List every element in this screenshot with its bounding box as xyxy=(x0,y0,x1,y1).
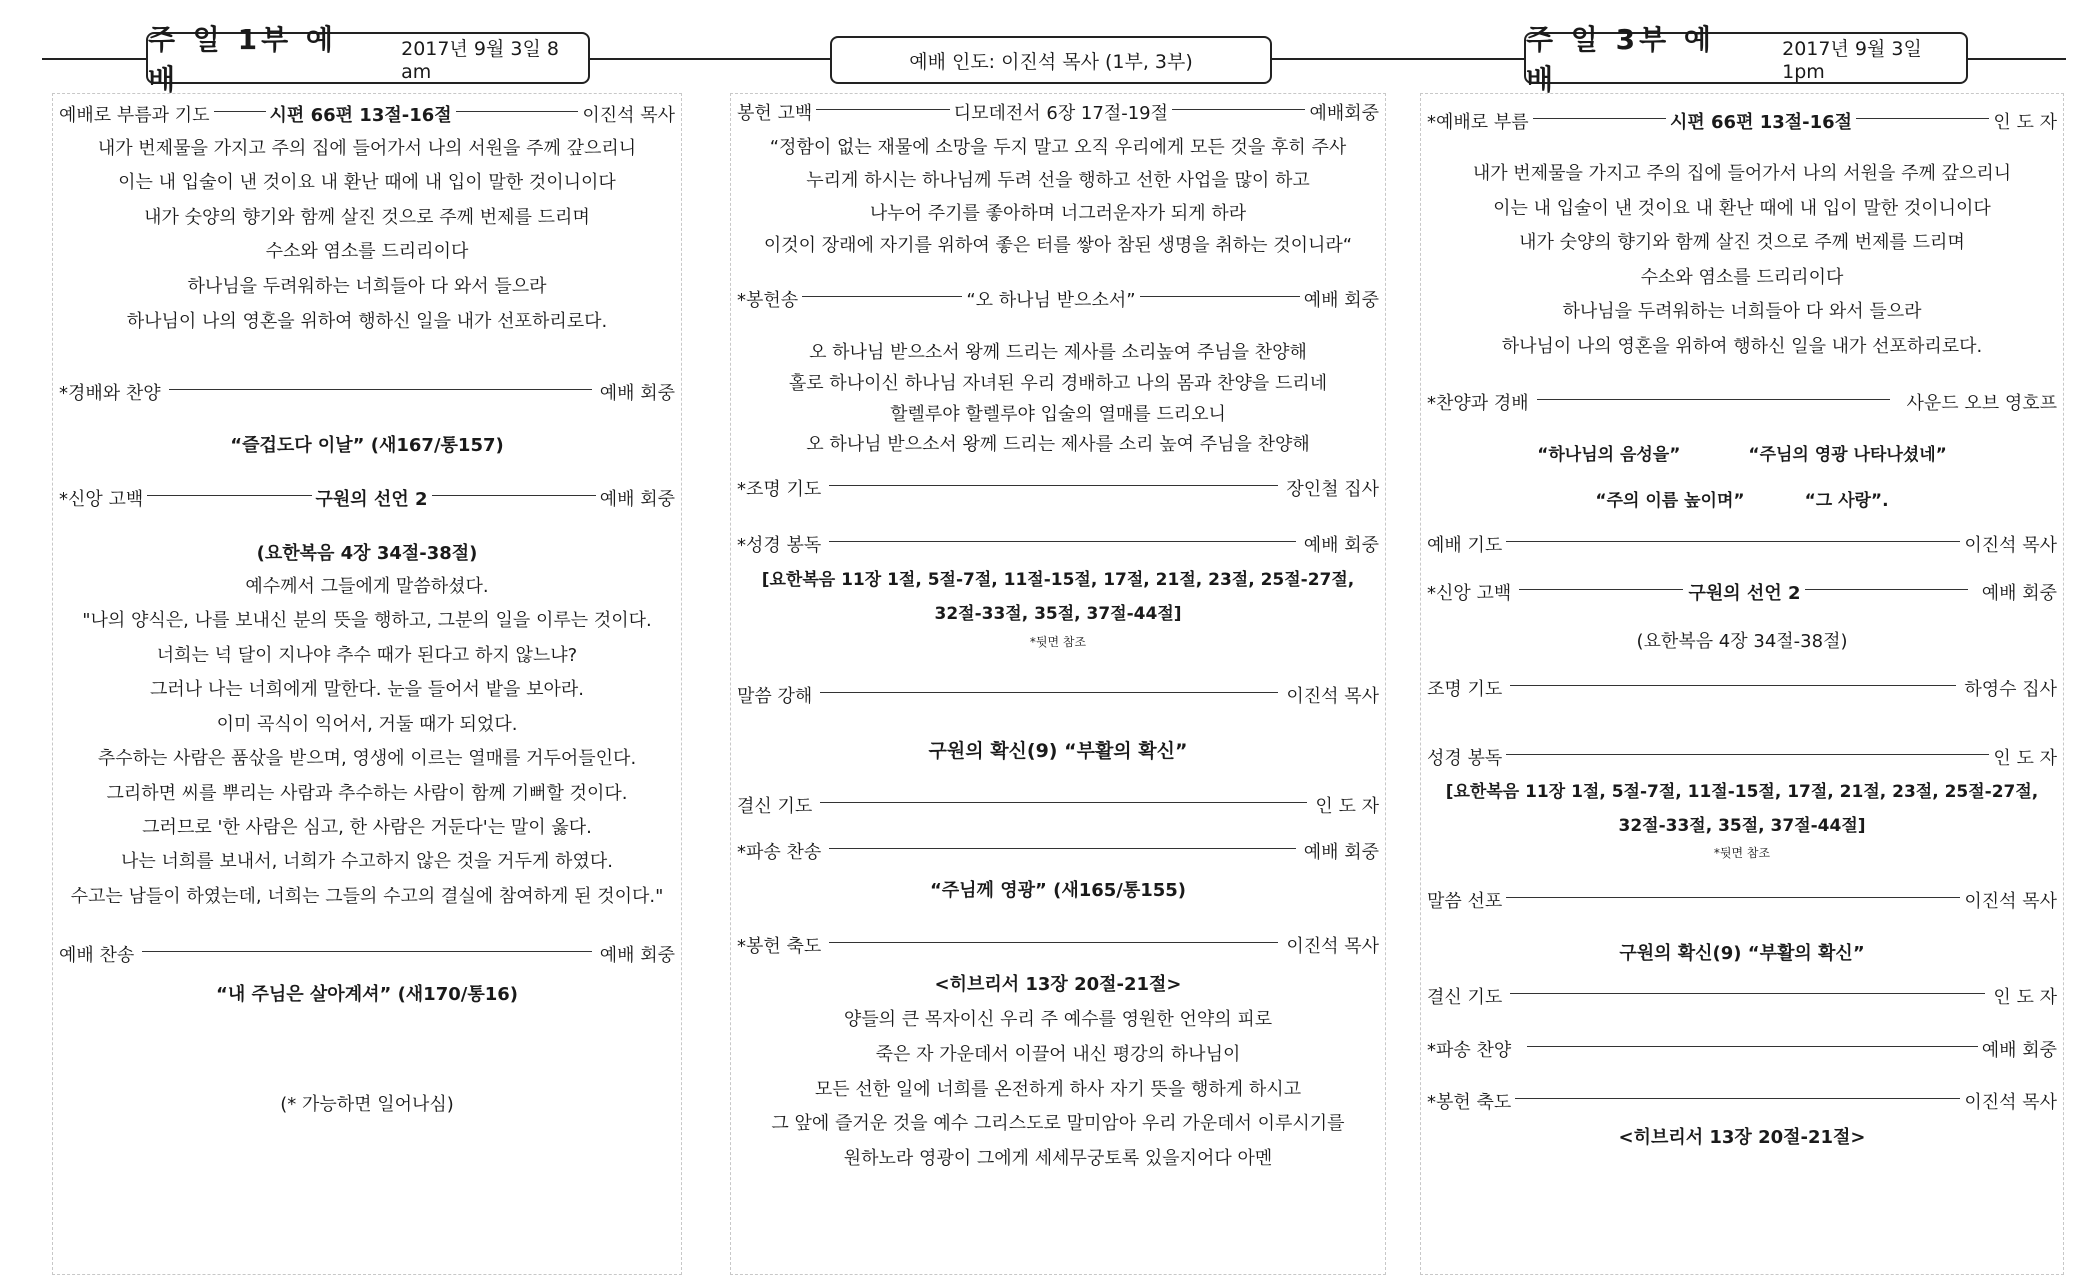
john-line: "나의 양식은, 나를 보내신 분의 뜻을 행하고, 그분의 일을 이루는 것이다. xyxy=(82,610,652,631)
sending-hymn-row xyxy=(737,842,1379,864)
offering-song-line: 오 하나님 받으소서 왕께 드리는 제사를 소리 높여 주님을 찬양해 xyxy=(806,434,1310,455)
praise-row xyxy=(59,383,675,405)
praise-row xyxy=(1427,393,2057,415)
creed-row xyxy=(1427,583,2057,605)
benediction-line: 모든 선한 일에 너희를 온전하게 하사 자기 뜻을 행하게 하시고 xyxy=(814,1079,1302,1100)
john-line: 추수하는 사람은 품삯을 받으며, 영생에 이르는 열매를 거두어들인다. xyxy=(97,748,637,769)
sermon-leader: 이진석 목사 xyxy=(1286,686,1379,708)
illumination-prayer-label: *조명 기도 xyxy=(737,479,822,501)
creed-label: *신앙 고백 xyxy=(1427,583,1512,605)
header-service-3 xyxy=(1524,23,1968,96)
scripture-reference: 32절-33절, 35절, 37절-44절] xyxy=(1618,816,1866,836)
offering-song-row xyxy=(737,290,1379,312)
worship-prayer-leader: 이진석 목사 xyxy=(1964,535,2057,557)
offering-line: 누리게 하시는 하나님께 두려 선을 행하고 선한 사업을 많이 하고 xyxy=(806,170,1310,191)
service-3-date: 2017년 9월 3일 1pm xyxy=(1782,37,1922,83)
benediction-row xyxy=(1427,1092,2057,1114)
benediction-line: 양들의 큰 목자이신 우리 주 예수를 영원한 언약의 피로 xyxy=(843,1009,1273,1030)
psalm-line: 수소와 염소를 드리리이다 xyxy=(265,241,469,262)
john-line: 이미 곡식이 익어서, 거둘 때가 되었다. xyxy=(216,714,518,735)
john-line: 수고는 남들이 하였는데, 너희는 그들의 수고의 결실에 참여하게 된 것이다." xyxy=(70,886,664,907)
creed-leader: 예배 회중 xyxy=(1981,583,2057,605)
sending-hymn-song: “주님께 영광” (새165/통155) xyxy=(929,880,1187,901)
sending-praise-row xyxy=(1427,1040,2057,1062)
john-reference: (요한복음 4장 34절-38절) xyxy=(256,543,478,564)
leader-line xyxy=(816,109,949,110)
john-line: 그리하면 씨를 뿌리는 사람과 추수하는 사람이 함께 기뻐할 것이다. xyxy=(106,783,628,804)
leader-line xyxy=(1515,1098,1960,1099)
john-line: 예수께서 그들에게 말씀하셨다. xyxy=(245,576,489,597)
leader-line xyxy=(1510,685,1956,686)
psalm-line: 내가 번제물을 가지고 주의 집에 들어가서 나의 서원을 주께 갚으리니 xyxy=(1472,163,2012,184)
benediction-label: *봉헌 축도 xyxy=(737,936,822,958)
call-to-worship-row xyxy=(59,105,675,127)
worship-leader: 예배 인도: 이진석 목사 (1부, 3부) xyxy=(909,50,1193,73)
offering-song-line: 오 하나님 받으소서 왕께 드리는 제사를 소리높여 주님을 찬양해 xyxy=(809,342,1307,363)
praise-label: *경배와 찬양 xyxy=(59,383,161,405)
illumination-prayer-label: 조명 기도 xyxy=(1427,679,1503,701)
creed-leader: 예배 회중 xyxy=(599,489,675,511)
sending-praise-leader: 예배 회중 xyxy=(1981,1040,2057,1062)
creed-row xyxy=(59,489,675,511)
benediction-leader: 이진석 목사 xyxy=(1964,1092,2057,1114)
sermon-label: 말씀 강해 xyxy=(737,686,813,708)
illumination-prayer-row xyxy=(737,479,1379,501)
hymn-row xyxy=(59,945,675,967)
psalm-line: 이는 내 입술이 낸 것이요 내 환난 때에 내 입이 말한 것이니이다 xyxy=(118,172,616,193)
header-service-1 xyxy=(146,23,590,96)
praise-songs xyxy=(1421,445,2063,465)
standing-note: (* 가능하면 일어나심) xyxy=(280,1094,454,1115)
creed-label: *신앙 고백 xyxy=(59,489,144,511)
sending-hymn-leader: 예배 회중 xyxy=(1303,842,1379,864)
offering-song-line: 할렐루야 할렐루야 입술의 열매를 드리오니 xyxy=(890,404,1226,425)
offering-line: 이것이 장래에 자기를 위하여 좋은 터를 쌓아 참된 생명을 취하는 것이니라“ xyxy=(763,235,1353,256)
leader-line xyxy=(1506,754,1989,755)
leader-line xyxy=(820,802,1307,803)
psalm-line: 내가 숫양의 향기와 함께 살진 것으로 주께 번제를 드리며 xyxy=(144,207,590,228)
service-1-title: 주 일 1부 예 배 xyxy=(148,23,337,96)
leader-line xyxy=(1140,296,1300,297)
offering-confession-reference: 디모데전서 6장 17절-19절 xyxy=(953,103,1169,125)
leader-line xyxy=(1519,589,1682,590)
psalm-line: 내가 숫양의 향기와 함께 살진 것으로 주께 번제를 드리며 xyxy=(1519,232,1965,253)
decision-prayer-label: 결신 기도 xyxy=(1427,987,1503,1009)
hymn-leader: 예배 회중 xyxy=(599,945,675,967)
illumination-prayer-leader: 장인철 집사 xyxy=(1286,479,1379,501)
header-rule-center-left xyxy=(588,58,830,60)
praise-song: “주님의 영광 나타나셨네” xyxy=(1748,445,1947,465)
scripture-reference: 32절-33절, 35절, 37절-44절] xyxy=(934,604,1182,624)
scripture-reading-leader: 인 도 자 xyxy=(1993,748,2057,770)
praise-label: *찬양과 경배 xyxy=(1427,393,1529,415)
call-to-worship-label: 예배로 부름과 기도 xyxy=(59,105,210,127)
call-to-worship-label: *예배로 부름 xyxy=(1427,112,1529,134)
john-line: 나는 너희를 보내서, 너희가 수고하지 않은 것을 거두게 하였다. xyxy=(121,851,613,872)
scripture-note: *뒷면 참조 xyxy=(1713,846,1771,860)
leader-line xyxy=(1527,1046,1977,1047)
leader-line xyxy=(1172,109,1305,110)
leader-line xyxy=(1537,399,1891,400)
sermon-title: 구원의 확신(9) “부활의 확신” xyxy=(1619,943,1865,964)
leader-line xyxy=(456,111,579,112)
decision-prayer-leader: 인 도 자 xyxy=(1315,796,1379,818)
praise-song: “즐겁도다 이날” (새167/통157) xyxy=(230,435,504,456)
column-middle xyxy=(730,93,1386,1275)
scripture-reading-row xyxy=(1427,748,2057,770)
john-reference: (요한복음 4장 34절-38절) xyxy=(1636,631,1848,652)
benediction-reference: <히브리서 13장 20절-21절> xyxy=(1618,1127,1866,1148)
leader-line xyxy=(1805,589,1968,590)
offering-song-leader: 예배 회중 xyxy=(1303,290,1379,312)
offering-song-line: 홀로 하나이신 하나님 자녀된 우리 경배하고 나의 몸과 찬양을 드리네 xyxy=(788,373,1328,394)
hymn-label: 예배 찬송 xyxy=(59,945,135,967)
decision-prayer-label: 결신 기도 xyxy=(737,796,813,818)
leader-line xyxy=(147,495,311,496)
call-to-worship-leader: 인 도 자 xyxy=(1993,112,2057,134)
call-to-worship-title: 시편 66편 13절-16절 xyxy=(269,105,452,127)
offering-song-title: “오 하나님 받으소서” xyxy=(966,290,1136,312)
worship-prayer-row xyxy=(1427,535,2057,557)
john-line: 그러나 나는 너희에게 말한다. 눈을 들어서 밭을 보아라. xyxy=(149,679,585,700)
psalm-line: 하나님을 두려워하는 너희들아 다 와서 들으라 xyxy=(187,276,547,297)
leader-line xyxy=(432,495,596,496)
sermon-row xyxy=(1427,891,2057,913)
decision-prayer-leader: 인 도 자 xyxy=(1993,987,2057,1009)
john-line: 너희는 넉 달이 지나야 추수 때가 된다고 하지 않느냐? xyxy=(156,645,578,666)
leader-line xyxy=(169,389,592,390)
praise-song: “그 사랑”. xyxy=(1804,491,1889,511)
decision-prayer-row xyxy=(737,796,1379,818)
praise-leader: 사운드 오브 영호프 xyxy=(1906,393,2057,415)
service-1-date: 2017년 9월 3일 8 am xyxy=(401,37,559,83)
offering-song-label: *봉헌송 xyxy=(737,290,799,312)
header-rule-center-right xyxy=(1270,58,1524,60)
benediction-leader: 이진석 목사 xyxy=(1286,936,1379,958)
scripture-reading-label: 성경 봉독 xyxy=(1427,748,1503,770)
leader-line xyxy=(829,485,1278,486)
sermon-title: 구원의 확신(9) “부활의 확신” xyxy=(928,740,1188,762)
praise-song: “하나님의 음성을” xyxy=(1537,445,1681,465)
leader-line xyxy=(1510,993,1985,994)
leader-line xyxy=(820,692,1278,693)
scripture-reference: [요한복음 11장 1절, 5절-7절, 11절-15절, 17절, 21절, 23절, 25절-27절, xyxy=(761,570,1355,590)
sending-praise-label: *파송 찬양 xyxy=(1427,1040,1512,1062)
leader-line xyxy=(1533,118,1666,119)
leader-line xyxy=(214,111,266,112)
header-rule-right xyxy=(1968,58,2066,60)
offering-confession-leader: 예배회중 xyxy=(1309,103,1379,125)
call-to-worship-title: 시편 66편 13절-16절 xyxy=(1669,112,1853,134)
decision-prayer-row xyxy=(1427,987,2057,1009)
offering-confession-row xyxy=(737,103,1379,125)
scripture-reading-row xyxy=(737,535,1379,557)
illumination-prayer-leader: 하영수 집사 xyxy=(1964,679,2057,701)
benediction-line: 그 앞에 즐거운 것을 예수 그리스도로 말미암아 우리 가운데서 이루시기를 xyxy=(771,1113,1345,1134)
psalm-line: 이는 내 입술이 낸 것이요 내 환난 때에 내 입이 말한 것이니이다 xyxy=(1493,198,1991,219)
psalm-line: 내가 번제물을 가지고 주의 집에 들어가서 나의 서원을 주께 갚으리니 xyxy=(97,138,637,159)
leader-line xyxy=(1856,118,1989,119)
header-worship-leader xyxy=(830,36,1272,84)
leader-line xyxy=(142,951,591,952)
scripture-reading-leader: 예배 회중 xyxy=(1303,535,1379,557)
benediction-line: 죽은 자 가운데서 이끌어 내신 평강의 하나님이 xyxy=(875,1044,1241,1065)
praise-song: “주의 이름 높이며” xyxy=(1595,491,1745,511)
sermon-row xyxy=(737,686,1379,708)
call-to-worship-leader: 이진석 목사 xyxy=(582,105,675,127)
scripture-note: *뒷면 참조 xyxy=(1029,635,1087,649)
column-service-1 xyxy=(52,93,682,1275)
sending-hymn-label: *파송 찬송 xyxy=(737,842,822,864)
praise-leader: 예배 회중 xyxy=(599,383,675,405)
sermon-label: 말씀 선포 xyxy=(1427,891,1503,913)
sermon-leader: 이진석 목사 xyxy=(1964,891,2057,913)
leader-line xyxy=(829,942,1278,943)
illumination-prayer-row xyxy=(1427,679,2057,701)
offering-line: “정함이 없는 재물에 소망을 두지 말고 오직 우리에게 모든 것을 후히 주사 xyxy=(769,137,1347,158)
leader-line xyxy=(802,296,962,297)
benediction-line: 원하노라 영광이 그에게 세세무궁토록 있을지어다 아멘 xyxy=(843,1148,1273,1169)
column-service-3 xyxy=(1420,93,2064,1275)
offering-confession-label: 봉헌 고백 xyxy=(737,103,813,125)
leader-line xyxy=(1506,541,1960,542)
leader-line xyxy=(829,848,1295,849)
psalm-line: 하나님이 나의 영혼을 위하여 행하신 일을 내가 선포하리로다. xyxy=(126,311,608,332)
call-to-worship-row xyxy=(1427,112,2057,134)
scripture-reference: [요한복음 11장 1절, 5절-7절, 11절-15절, 17절, 21절, 23절, 25절-27절, xyxy=(1445,782,2039,802)
creed-title: 구원의 선언 2 xyxy=(1688,583,1801,605)
benediction-reference: <히브리서 13장 20절-21절> xyxy=(934,974,1182,995)
scripture-reading-label: *성경 봉독 xyxy=(737,535,822,557)
offering-line: 나누어 주기를 좋아하며 너그러운자가 되게 하라 xyxy=(869,203,1247,224)
worship-prayer-label: 예배 기도 xyxy=(1427,535,1503,557)
psalm-line: 수소와 염소를 드리리이다 xyxy=(1640,267,1844,288)
john-line: 그러므로 '한 사람은 심고, 한 사람은 거둔다'는 말이 옳다. xyxy=(142,817,592,838)
psalm-line: 하나님을 두려워하는 너희들아 다 와서 들으라 xyxy=(1562,301,1922,322)
leader-line xyxy=(829,541,1295,542)
creed-title: 구원의 선언 2 xyxy=(315,489,428,511)
praise-songs xyxy=(1421,491,2063,511)
hymn-song: “내 주님은 살아계셔” (새170/통16) xyxy=(216,984,518,1005)
header-rule-left xyxy=(42,58,148,60)
psalm-line: 하나님이 나의 영혼을 위하여 행하신 일을 내가 선포하리로다. xyxy=(1501,336,1983,357)
benediction-label: *봉헌 축도 xyxy=(1427,1092,1512,1114)
benediction-row xyxy=(737,936,1379,958)
leader-line xyxy=(1506,897,1960,898)
service-3-title: 주 일 3부 예 배 xyxy=(1526,23,1715,96)
